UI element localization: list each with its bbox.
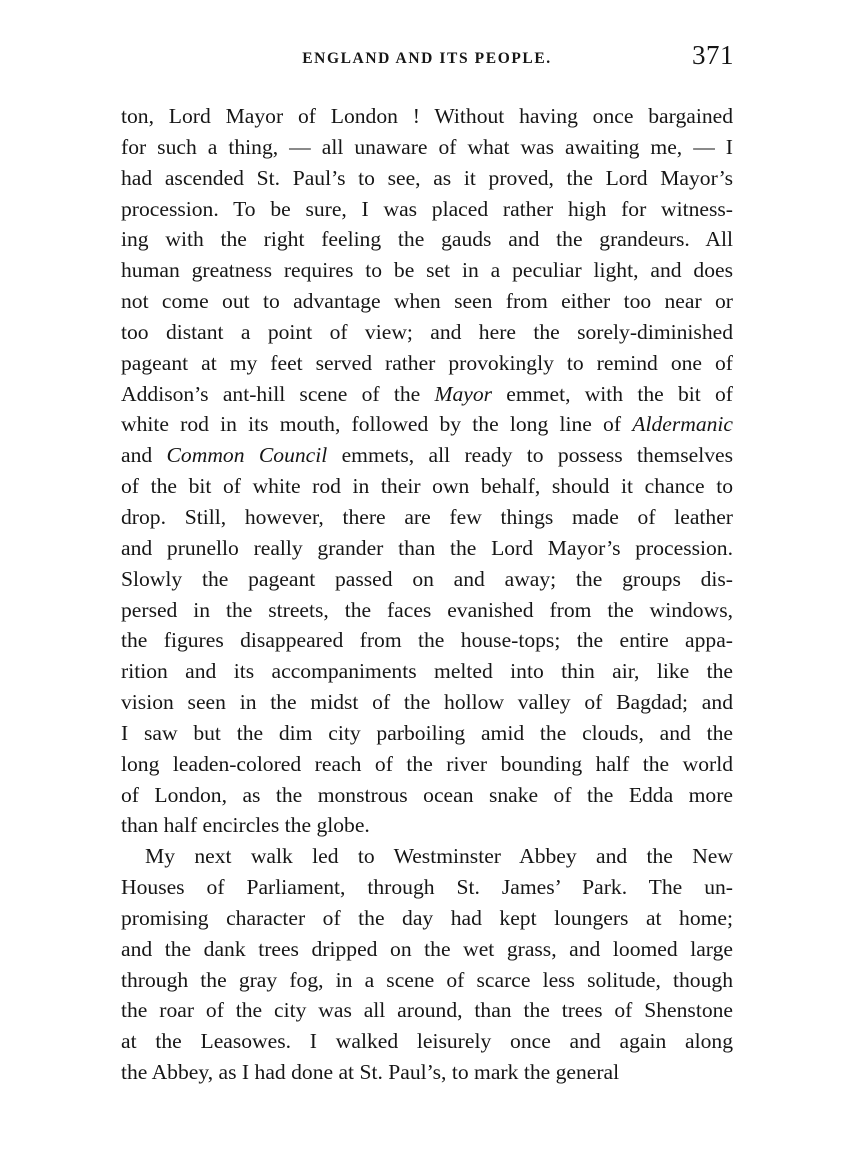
text-run: vision seen in the midst of the hollow valley of Bagdad; and	[121, 690, 733, 715]
text-run: than half encircles the globe.	[121, 813, 370, 838]
text-run: Slowly the pageant passed on and away; the groups dis-	[121, 566, 733, 591]
text-line	[121, 656, 733, 687]
text-run: ing with the right feeling the gauds and the grandeurs. All	[121, 227, 733, 252]
text-run: emmet, with the bit of	[492, 381, 733, 406]
text-run: of London, as the monstrous ocean snake of the Edda more	[121, 782, 733, 807]
text-line	[121, 533, 733, 564]
running-head	[120, 40, 734, 74]
text-line	[121, 965, 733, 996]
text-run: through the gray fog, in a scene of scarce less solitude, though	[121, 967, 733, 992]
text-line	[121, 780, 733, 811]
running-title: ENGLAND AND ITS PEOPLE.	[302, 50, 552, 67]
text-line	[121, 687, 733, 718]
text-line	[121, 471, 733, 502]
text-line	[121, 286, 733, 317]
text-run: too distant a point of view; and here the sorely-diminished	[121, 319, 733, 344]
text-line	[121, 255, 733, 286]
text-line	[121, 903, 733, 934]
text-run: persed in the streets, the faces evanished from the windows,	[121, 597, 733, 622]
text-line	[121, 502, 733, 533]
text-run: drop. Still, however, there are few things made of leather	[121, 504, 733, 529]
text-run: and	[121, 443, 167, 468]
text-line	[121, 595, 733, 626]
text-run: the figures disappeared from the house-tops; the entire appa-	[121, 628, 733, 653]
text-line	[121, 348, 733, 379]
text-run: the roar of the city was all around, than the trees of Shenstone	[121, 998, 733, 1023]
text-line	[121, 224, 733, 255]
text-line	[121, 934, 733, 965]
text-run: emmets, all ready to possess themselves	[327, 443, 733, 468]
text-line	[121, 1026, 733, 1057]
text-run: and prunello really grander than the Lord Mayor’s procession.	[121, 535, 733, 560]
text-run: procession. To be sure, I was placed rather high for witness-	[121, 196, 733, 221]
text-run: had ascended St. Paul’s to see, as it proved, the Lord Mayor’s	[121, 165, 733, 190]
text-line	[121, 440, 733, 471]
text-line	[121, 625, 733, 656]
page-number: 371	[692, 40, 734, 70]
text-run: the Abbey, as I had done at St. Paul’s, to mark the general	[121, 1060, 620, 1085]
text-run: Addison’s ant-hill scene of the	[121, 381, 435, 406]
text-run: Houses of Parliament, through St. James’ Park. The un-	[121, 875, 733, 900]
text-line	[121, 841, 733, 872]
text-run: human greatness requires to be set in a peculiar light, and does	[121, 258, 733, 283]
text-line	[121, 995, 733, 1026]
text-run: pageant at my feet served rather provokingly to remind one of	[121, 350, 733, 375]
text-run: not come out to advantage when seen from either too near or	[121, 289, 733, 314]
text-line	[121, 101, 733, 132]
italic-run: Common Council	[166, 443, 328, 468]
text-line	[121, 718, 733, 749]
italic-run: Mayor	[434, 381, 493, 406]
text-line	[121, 1057, 733, 1088]
text-run: My next walk led to Westminster Abbey and the New	[145, 844, 733, 869]
text-line	[121, 317, 733, 348]
text-line	[121, 194, 733, 225]
text-line	[121, 132, 733, 163]
text-run: for such a thing, — all unaware of what was awaiting me, — I	[121, 134, 733, 159]
text-run: I saw but the dim city parboiling amid the clouds, and the	[121, 720, 733, 745]
italic-run: Aldermanic	[632, 412, 733, 437]
text-line	[121, 409, 733, 440]
text-run: white rod in its mouth, followed by the long line of	[121, 412, 633, 437]
text-line	[121, 163, 733, 194]
text-line	[121, 872, 733, 903]
body-text	[121, 101, 733, 1088]
text-run: rition and its accompaniments melted into thin air, like the	[121, 659, 733, 684]
text-run: ton, Lord Mayor of London ! Without having once bargained	[121, 104, 733, 128]
text-run: and the dank trees dripped on the wet grass, and loomed large	[121, 936, 733, 961]
text-line	[121, 564, 733, 595]
text-run: long leaden-colored reach of the river bounding half the world	[121, 751, 733, 776]
text-run: at the Leasowes. I walked leisurely once and again along	[121, 1029, 733, 1054]
text-line	[121, 810, 733, 841]
text-run: of the bit of white rod in their own behalf, should it chance to	[121, 474, 733, 499]
text-line	[121, 379, 733, 410]
text-line	[121, 749, 733, 780]
text-run: promising character of the day had kept loungers at home;	[121, 905, 733, 930]
